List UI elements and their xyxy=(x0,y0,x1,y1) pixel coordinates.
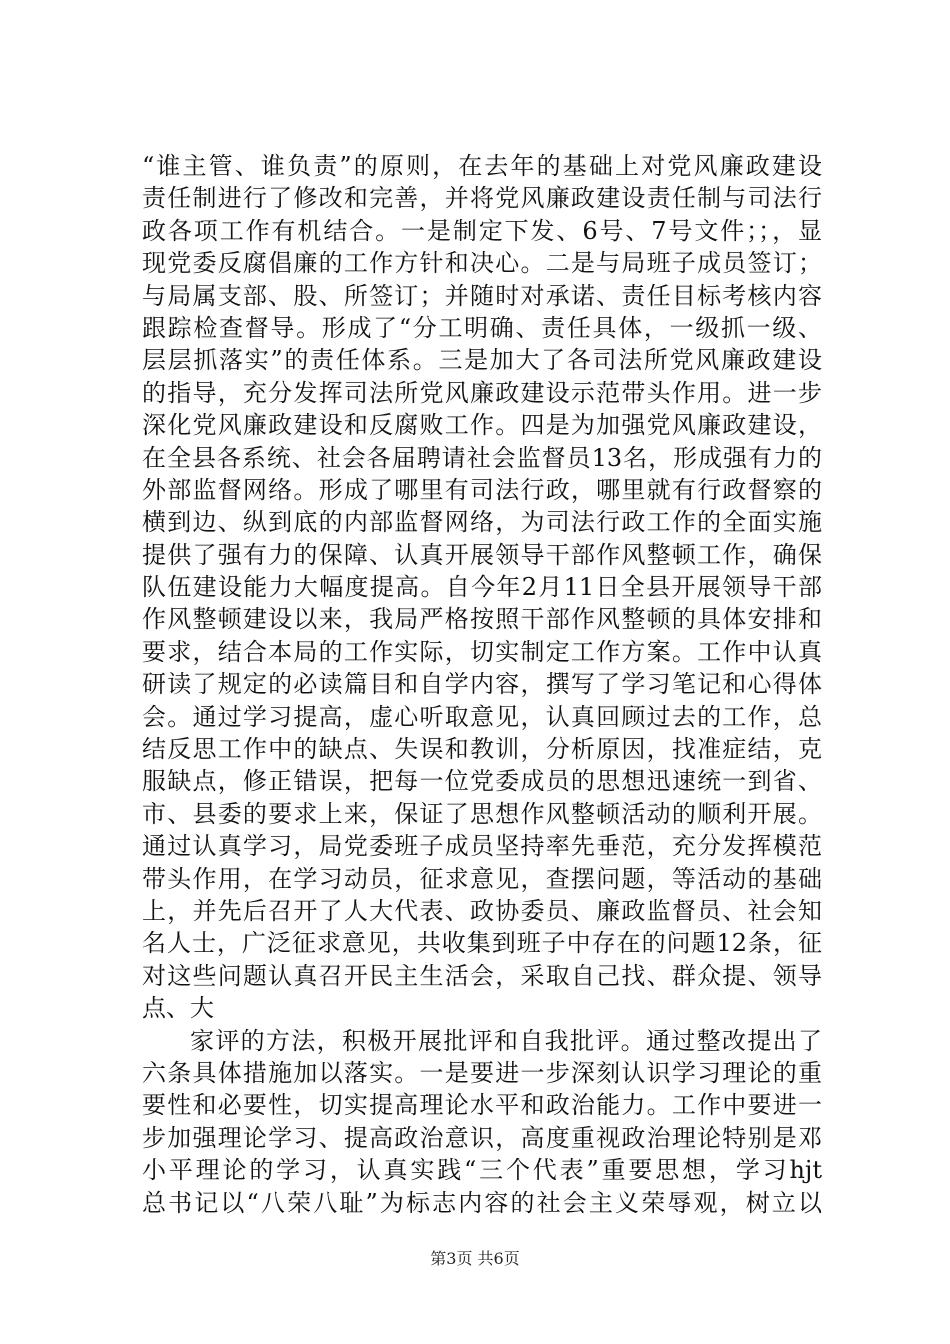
text-line: “谁主管、谁负责”的原则，在去年的基础上对党风廉政建设 xyxy=(142,152,822,180)
text-line: 外部监督网络。形成了哪里有司法行政，哪里就有行政督察的 xyxy=(142,475,822,504)
text-line: 小平理论的学习，认真实践“三个代表”重要思想，学习hjt xyxy=(142,1156,822,1185)
text-line: 在全县各系统、社会各届聘请社会监督员13名，形成强有力的 xyxy=(142,443,822,472)
text-line: 深化党风廉政建设和反腐败工作。四是为加强党风廉政建设， xyxy=(142,411,822,440)
text-line: 横到边、纵到底的内部监督网络，为司法行政工作的全面实施 xyxy=(142,508,822,537)
document-body xyxy=(142,150,822,1219)
text-line: 服缺点，修正错误，把每一位党委成员的思想迅速统一到省、 xyxy=(142,767,822,796)
text-line: 家评的方法，积极开展批评和自我批评。通过整改提出了 xyxy=(190,1026,822,1055)
text-line: 会。通过学习提高，虚心听取意见，认真回顾过去的工作，总 xyxy=(142,702,822,731)
text-line: 与局属支部、股、所签订；并随时对承诺、责任目标考核内容 xyxy=(142,281,822,310)
text-line: 总书记以“八荣八耻”为标志内容的社会主义荣辱观，树立以 xyxy=(142,1188,822,1217)
text-line: 队伍建设能力大幅度提高。自今年2月11日全县开展领导干部 xyxy=(142,573,822,602)
text-line: 要性和必要性，切实提高理论水平和政治能力。工作中要进一 xyxy=(142,1091,822,1120)
text-line: 的指导，充分发挥司法所党风廉政建设示范带头作用。进一步 xyxy=(142,378,822,407)
page-number: 第3页 共6页 xyxy=(430,1249,520,1268)
text-line: 点、大 xyxy=(142,994,214,1023)
text-line: 结反思工作中的缺点、失误和教训，分析原因，找准症结，克 xyxy=(142,735,822,764)
text-line: 通过认真学习，局党委班子成员坚持率先垂范，充分发挥模范 xyxy=(142,832,822,861)
text-line: 对这些问题认真召开民主生活会，采取自己找、群众提、领导 xyxy=(142,961,822,990)
text-line: 作风整顿建设以来，我局严格按照干部作风整顿的具体安排和 xyxy=(142,605,822,634)
text-line: 要求，结合本局的工作实际，切实制定工作方案。工作中认真 xyxy=(142,637,822,666)
text-line: 层层抓落实”的责任体系。三是加大了各司法所党风廉政建设 xyxy=(142,346,822,375)
text-line: 研读了规定的必读篇目和自学内容，撰写了学习笔记和心得体 xyxy=(142,670,822,699)
text-line: 六条具体措施加以落实。一是要进一步深刻认识学习理论的重 xyxy=(142,1058,822,1087)
text-line: 步加强理论学习、提高政治意识，高度重视政治理论特别是邓 xyxy=(142,1123,822,1152)
text-line: 市、县委的要求上来，保证了思想作风整顿活动的顺利开展。 xyxy=(142,799,822,828)
text-line: 提供了强有力的保障、认真开展领导干部作风整顿工作，确保 xyxy=(142,540,822,569)
text-line: 政各项工作有机结合。一是制定下发、6号、7号文件；；，显 xyxy=(142,216,822,245)
text-line: 带头作用，在学习动员，征求意见，查摆问题，等活动的基础 xyxy=(142,864,822,893)
text-line: 跟踪检查督导。形成了“分工明确、责任具体，一级抓一级、 xyxy=(142,313,822,342)
text-line: 上，并先后召开了人大代表、政协委员、廉政监督员、社会知 xyxy=(142,896,822,925)
text-line: 名人士，广泛征求意见，共收集到班子中存在的问题12条，征 xyxy=(142,929,822,958)
page-footer xyxy=(0,1246,950,1269)
paragraph-1 xyxy=(142,150,822,1025)
text-line: 责任制进行了修改和完善，并将党风廉政建设责任制与司法行 xyxy=(142,184,822,213)
text-line: 现党委反腐倡廉的工作方针和决心。二是与局班子成员签订； xyxy=(142,249,822,278)
paragraph-2 xyxy=(142,1025,822,1219)
